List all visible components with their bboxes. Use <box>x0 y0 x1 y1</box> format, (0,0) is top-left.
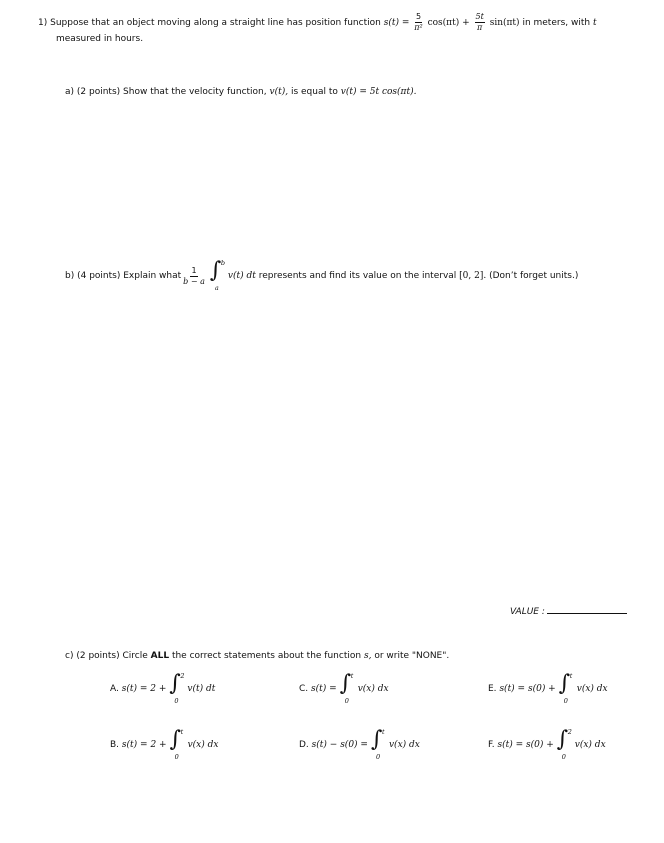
option-integrand: v(t) dt <box>187 684 216 694</box>
option-integrand: v(x) dx <box>388 740 420 750</box>
fraction-1-denominator: π² <box>414 23 423 32</box>
problem-statement-line2: measured in hours. <box>56 34 144 44</box>
option-integrand: v(x) dx <box>357 684 389 694</box>
option-letter: B. <box>110 740 120 750</box>
integral-upper-limit: 2 <box>567 728 572 736</box>
part-a-text2: is equal to <box>290 87 338 97</box>
option-letter: C. <box>299 684 309 694</box>
part-c-text1: Circle <box>122 651 148 661</box>
integral-upper-limit: b <box>220 259 226 267</box>
position-term-2: sin(πt) <box>489 18 520 28</box>
option-lhs: s(t) = 2 + <box>121 684 167 694</box>
part-b <box>65 258 579 292</box>
integral-lower-limit: 0 <box>174 753 179 761</box>
option-integrand: v(x) dx <box>574 740 606 750</box>
part-c <box>65 651 449 661</box>
integral-lower-limit: 0 <box>344 697 349 705</box>
part-b-points: (4 points) <box>77 271 121 281</box>
average-fraction-denominator: b − a <box>183 276 205 286</box>
value-answer-line[interactable] <box>547 613 627 614</box>
option-b[interactable] <box>110 727 219 761</box>
part-c-bold-all: ALL <box>150 651 170 661</box>
option-e[interactable] <box>488 671 608 705</box>
position-fraction-2 <box>475 13 485 32</box>
part-c-text3: or write "NONE". <box>374 651 450 661</box>
problem-number: 1) <box>38 18 48 28</box>
option-c[interactable] <box>299 671 389 705</box>
average-fraction-numerator: 1 <box>191 265 197 275</box>
option-lhs: s(t) = <box>311 684 337 694</box>
position-fraction-1 <box>414 13 422 32</box>
part-c-text2: the correct statements about the function <box>171 651 362 661</box>
position-lhs: s(t) = <box>383 18 410 28</box>
part-b-interval: [0, 2]. <box>459 271 487 281</box>
integral-upper-limit: 2 <box>180 672 185 680</box>
problem-intro-suffix: in meters, with <box>522 18 591 28</box>
option-letter: F. <box>488 740 495 750</box>
part-b-text3: (Don’t forget units.) <box>489 271 579 281</box>
integral-upper-limit: t <box>350 672 354 680</box>
part-a-formula: v(t) = 5t cos(πt). <box>340 87 417 97</box>
option-letter: A. <box>110 684 119 694</box>
part-c-var: s, <box>363 651 372 661</box>
integral-sign: ∫ t 0 <box>558 671 573 705</box>
position-term-1: cos(πt) + <box>427 18 470 28</box>
problem-intro: Suppose that an object moving along a straight line has position function <box>50 18 381 28</box>
integral-lower-limit: 0 <box>174 697 179 705</box>
part-a-vt: v(t), <box>269 87 289 97</box>
integral-lower-limit: 0 <box>375 753 381 761</box>
value-answer-field[interactable] <box>510 607 627 617</box>
option-letter: E. <box>488 684 497 694</box>
fraction-2-denominator: π <box>477 23 483 32</box>
fraction-2-numerator: 5t <box>475 12 484 21</box>
problem-var-t: t <box>592 18 597 28</box>
part-b-integrand: v(t) dt <box>227 271 256 281</box>
option-integrand: v(x) dx <box>576 684 608 694</box>
part-c-points: (2 points) <box>76 651 120 661</box>
option-letter: D. <box>299 740 309 750</box>
option-a[interactable] <box>110 671 216 705</box>
integral-lower-limit: 0 <box>561 753 566 761</box>
option-f[interactable] <box>488 727 606 761</box>
integral-sign: ∫ 2 0 <box>169 671 185 705</box>
part-a <box>65 87 416 97</box>
integral-sign: ∫ 2 0 <box>556 727 572 761</box>
integral-sign: ∫ t 0 <box>169 727 184 761</box>
value-label: VALUE : <box>510 607 545 617</box>
option-lhs: s(t) = 2 + <box>121 740 167 750</box>
part-b-label: b) <box>65 271 75 281</box>
integral-sign: ∫ b a <box>209 258 226 292</box>
average-fraction <box>183 267 205 286</box>
option-lhs: s(t) = s(0) + <box>499 684 556 694</box>
option-lhs: s(t) − s(0) = <box>311 740 368 750</box>
integral-sign: ∫ t 0 <box>339 671 354 705</box>
integral-upper-limit: t <box>569 672 573 680</box>
option-integrand: v(x) dx <box>187 740 219 750</box>
part-b-text2: represents and find its value on the interval <box>258 271 457 281</box>
part-b-text: Explain what <box>123 271 182 281</box>
integral-lower-limit: 0 <box>563 697 568 705</box>
part-c-label: c) <box>65 651 74 661</box>
option-lhs: s(t) = s(0) + <box>497 740 554 750</box>
part-a-points: (2 points) <box>76 87 121 97</box>
part-a-text: Show that the velocity function, <box>123 87 267 97</box>
integral-lower-limit: a <box>214 284 219 292</box>
part-a-label: a) <box>65 87 75 97</box>
problem-statement <box>38 13 597 32</box>
fraction-1-numerator: 5 <box>415 12 422 21</box>
integral-upper-limit: t <box>180 728 184 736</box>
integral-upper-limit: t <box>381 728 385 736</box>
integral-sign: ∫ t 0 <box>370 727 385 761</box>
option-d[interactable] <box>299 727 420 761</box>
